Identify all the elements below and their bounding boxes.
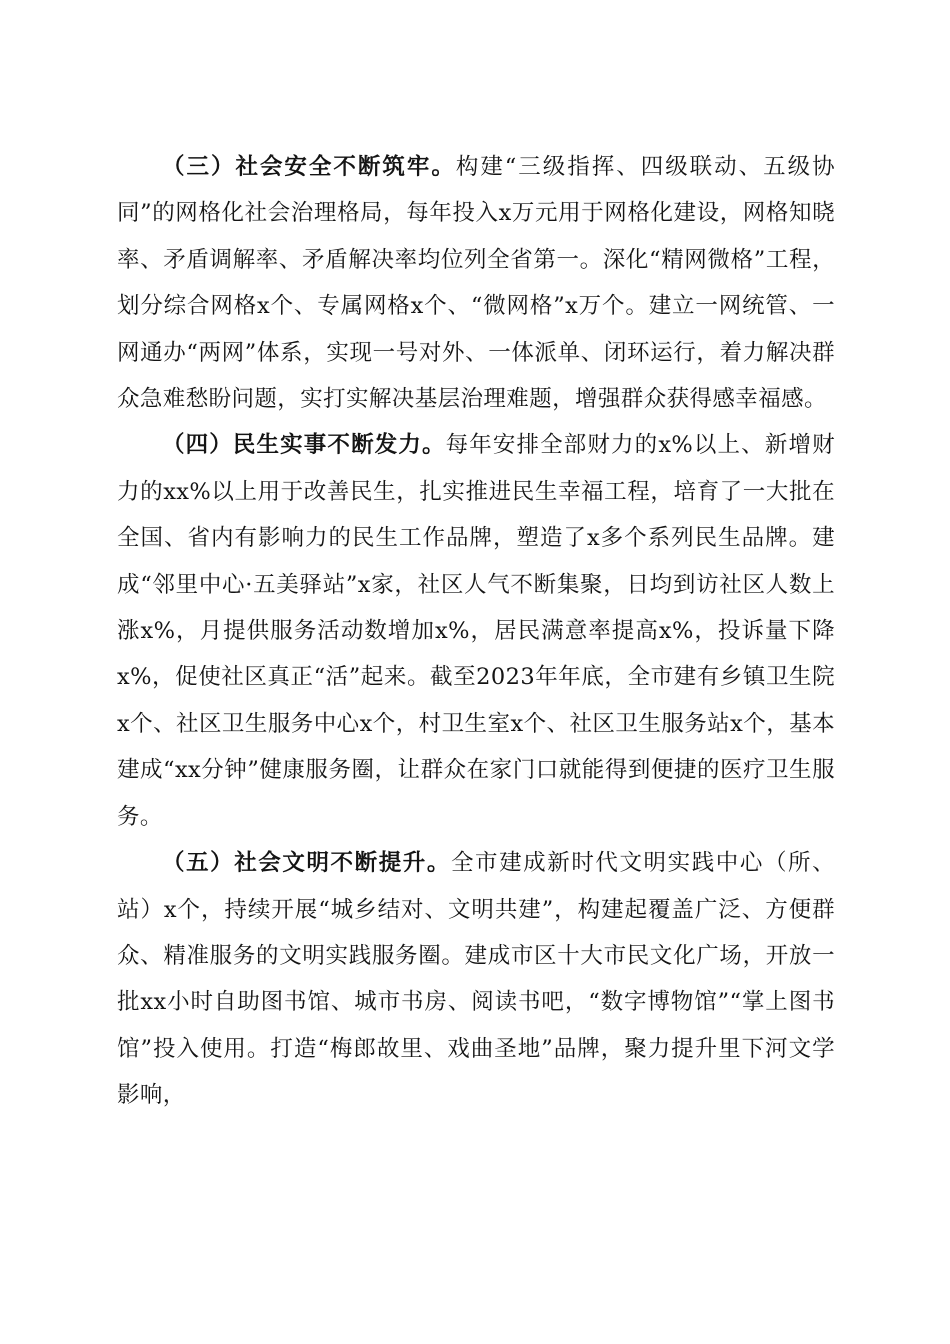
paragraph-text: 每年安排全部财力的x%以上、新增财力的xx%以上用于改善民生，扎实推进民生幸福工程，培育了一大批在全国、省内有影响力的民生工作品牌，塑造了x多个系列民生品牌。建成“邻里中心·五美驿站”x家，社区人气不断集聚，日均到访社区人数上涨x%，月提供服务活动数增加x%，居民满意率提高x%，投诉量下降x%，促使社区真正“活”起来。截至2023年年底，全市建有乡镇卫生院x个、社区卫生服务中心x个，村卫生室x个、社区卫生服务站x个，基本建成“xx分钟”健康服务圈，让群众在家门口就能得到便捷的医疗卫生服务。 xyxy=(117,432,835,830)
paragraph-heading: （三）社会安全不断筑牢。 xyxy=(162,154,456,180)
paragraph-heading: （四）民生实事不断发力。 xyxy=(162,432,446,459)
paragraph-heading: （五）社会文明不断提升。 xyxy=(162,850,451,877)
paragraph-text: 全市建成新时代文明实践中心（所、站）x个，持续开展“城乡结对、文明共建”，构建起覆盖广泛、方便群众、精准服务的文明实践服务圈。建成市区十大市民文化广场，开放一批xx小时自助图书馆、城市书房、阅读书吧，“数字博物馆”“掌上图书馆”投入使用。打造“梅郎故里、戏曲圣地”品牌，聚力提升里下河文学影响， xyxy=(117,850,835,1109)
paragraph-livelihood xyxy=(117,422,835,840)
paragraph-social-security xyxy=(117,144,835,422)
paragraph-civilization xyxy=(117,840,835,1118)
document-body xyxy=(117,144,835,1119)
paragraph-text: 构建“三级指挥、四级联动、五级协同”的网格化社会治理格局，每年投入x万元用于网格化建设，网格知晓率、矛盾调解率、矛盾解决率均位列全省第一。深化“精网微格”工程，划分综合网格x个、专属网格x个、“微网格”x万个。建立一网统管、一网通办“两网”体系，实现一号对外、一体派单、闭环运行，着力解决群众急难愁盼问题，实打实解决基层治理难题，增强群众获得感幸福感。 xyxy=(117,154,835,413)
